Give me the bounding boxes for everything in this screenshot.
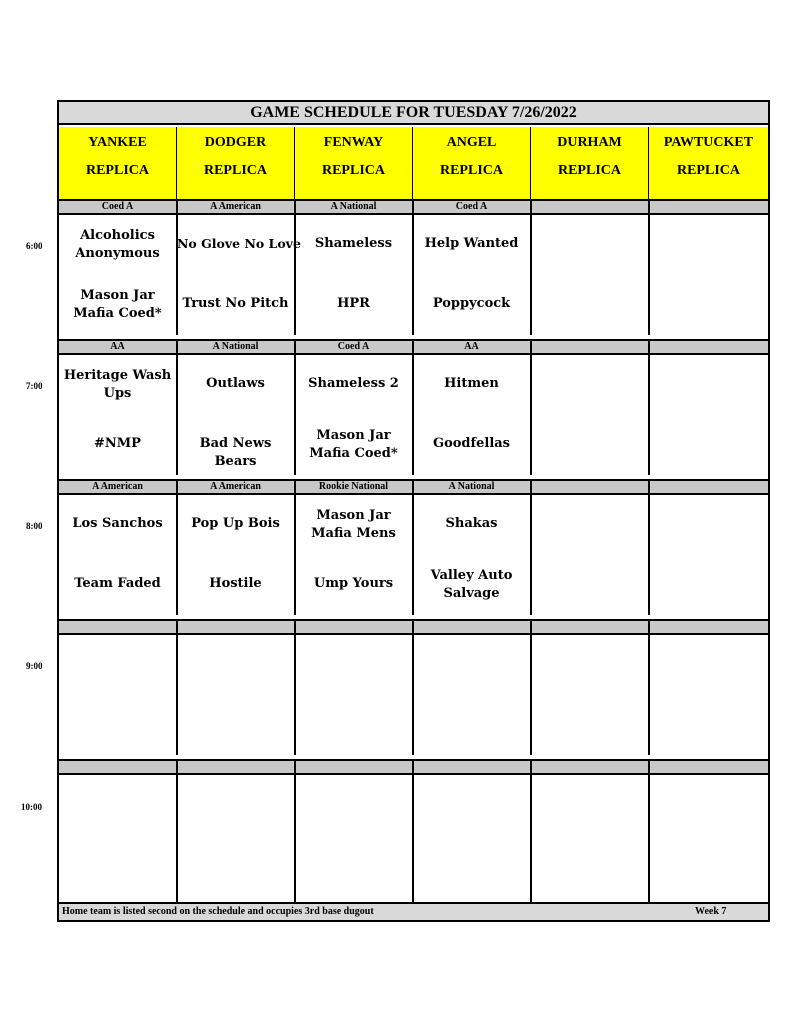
division-row [59, 759, 768, 775]
home-team: Team Faded [74, 576, 161, 591]
game-cell [177, 215, 301, 335]
week-label: Week 7 [695, 906, 727, 917]
away-team: Los Sanchos [72, 516, 163, 531]
division-label: AA [413, 341, 532, 353]
game-cell [295, 355, 414, 475]
game-cell [531, 775, 650, 902]
field-header-yankee [59, 127, 178, 199]
home-team: Mason Jar Mafia Coed* [73, 288, 162, 321]
away-team: Heritage Wash Ups [63, 368, 172, 401]
field-subtitle: REPLICA [557, 163, 621, 178]
division-row [59, 479, 768, 495]
time-label: 9:00 [26, 661, 43, 671]
division-label: Rookie National [295, 481, 414, 493]
game-cell [59, 495, 178, 615]
home-team: Bad News Bears [199, 436, 272, 469]
game-cell [59, 355, 178, 475]
division-label [413, 621, 532, 633]
field-subtitle: REPLICA [203, 163, 267, 178]
game-cell [413, 775, 532, 902]
schedule-title: GAME SCHEDULE FOR TUESDAY 7/26/2022 [59, 102, 768, 125]
footer-note: Home team is listed second on the schedule and occupies 3rd base dugout [62, 906, 374, 917]
division-label [649, 761, 768, 773]
away-team: Mason Jar Mafia Mens [311, 508, 396, 541]
field-name: YANKEE [88, 135, 147, 150]
game-cell [649, 775, 768, 902]
division-label [649, 201, 768, 213]
game-cell [531, 635, 650, 755]
game-cell [531, 495, 650, 615]
game-cell [295, 495, 414, 615]
away-team: Hitmen [444, 376, 499, 391]
division-label [177, 761, 296, 773]
home-team: #NMP [94, 436, 141, 451]
game-cell [59, 215, 178, 335]
home-team: Poppycock [432, 296, 511, 311]
game-cell [649, 635, 768, 755]
division-label: A American [177, 481, 296, 493]
time-label: 10:00 [21, 802, 42, 812]
game-cell [177, 495, 296, 615]
field-subtitle: REPLICA [676, 163, 740, 178]
division-label [531, 761, 650, 773]
away-team: Shameless 2 [308, 376, 399, 391]
field-header-pawtucket [649, 127, 768, 199]
game-cell [177, 635, 296, 755]
field-name: FENWAY [323, 135, 384, 150]
division-label [295, 621, 414, 633]
game-cell [413, 495, 532, 615]
footer-bar [59, 902, 768, 920]
division-label: A American [59, 481, 178, 493]
field-name: DODGER [204, 135, 267, 150]
division-label [531, 341, 650, 353]
division-label: Coed A [295, 341, 414, 353]
division-label [59, 761, 178, 773]
game-cell [413, 215, 532, 335]
time-label: 8:00 [26, 521, 43, 531]
away-team: Shakas [445, 516, 498, 531]
division-label: A American [177, 201, 296, 213]
division-label: A National [413, 481, 532, 493]
home-team: Trust No Pitch [182, 296, 289, 311]
division-label [649, 341, 768, 353]
game-cell [177, 775, 296, 902]
game-cell [531, 355, 650, 475]
division-label [531, 621, 650, 633]
division-label: A National [177, 341, 296, 353]
game-cell [295, 635, 414, 755]
division-label [295, 761, 414, 773]
home-team: Hostile [209, 576, 262, 591]
division-row [59, 199, 768, 215]
division-label: Coed A [413, 201, 532, 213]
field-header-angel [413, 127, 532, 199]
game-cell [649, 355, 768, 475]
home-team: Valley Auto Salvage [430, 568, 513, 601]
game-cell [649, 495, 768, 615]
game-cell [59, 635, 178, 755]
away-team: Help Wanted [424, 236, 519, 251]
time-label: 6:00 [26, 241, 43, 251]
away-team: No Glove No Love [177, 236, 301, 251]
division-label [531, 201, 650, 213]
game-cell [531, 215, 650, 335]
home-team: HPR [337, 296, 370, 311]
division-row [59, 619, 768, 635]
away-team: Outlaws [206, 376, 265, 391]
game-cell [295, 215, 414, 335]
division-label: AA [59, 341, 178, 353]
home-team: Mason Jar Mafia Coed* [309, 428, 398, 461]
away-team: Shameless [314, 236, 393, 251]
game-cell [177, 355, 296, 475]
time-label: 7:00 [26, 381, 43, 391]
field-name: DURHAM [557, 135, 622, 150]
game-cell [295, 775, 414, 902]
game-cell [413, 635, 532, 755]
field-name: ANGEL [446, 135, 497, 150]
schedule-sheet [57, 100, 770, 922]
home-team: Goodfellas [432, 436, 511, 451]
field-header-dodger [177, 127, 296, 199]
division-label [59, 621, 178, 633]
home-team: Ump Yours [313, 576, 394, 591]
division-label: Coed A [59, 201, 178, 213]
game-cell [649, 215, 768, 335]
away-team: Alcoholics Anonymous [75, 228, 160, 261]
division-label [649, 621, 768, 633]
field-header-durham [531, 127, 650, 199]
division-label [531, 481, 650, 493]
field-subtitle: REPLICA [321, 163, 385, 178]
game-cell [59, 775, 178, 902]
game-cell [413, 355, 532, 475]
division-label [649, 481, 768, 493]
division-row [59, 339, 768, 355]
field-header-fenway [295, 127, 414, 199]
division-label: A National [295, 201, 414, 213]
field-subtitle: REPLICA [439, 163, 503, 178]
away-team: Pop Up Bois [191, 516, 280, 531]
field-subtitle: REPLICA [85, 163, 149, 178]
division-label [177, 621, 296, 633]
field-name: PAWTUCKET [663, 135, 754, 150]
division-label [413, 761, 532, 773]
